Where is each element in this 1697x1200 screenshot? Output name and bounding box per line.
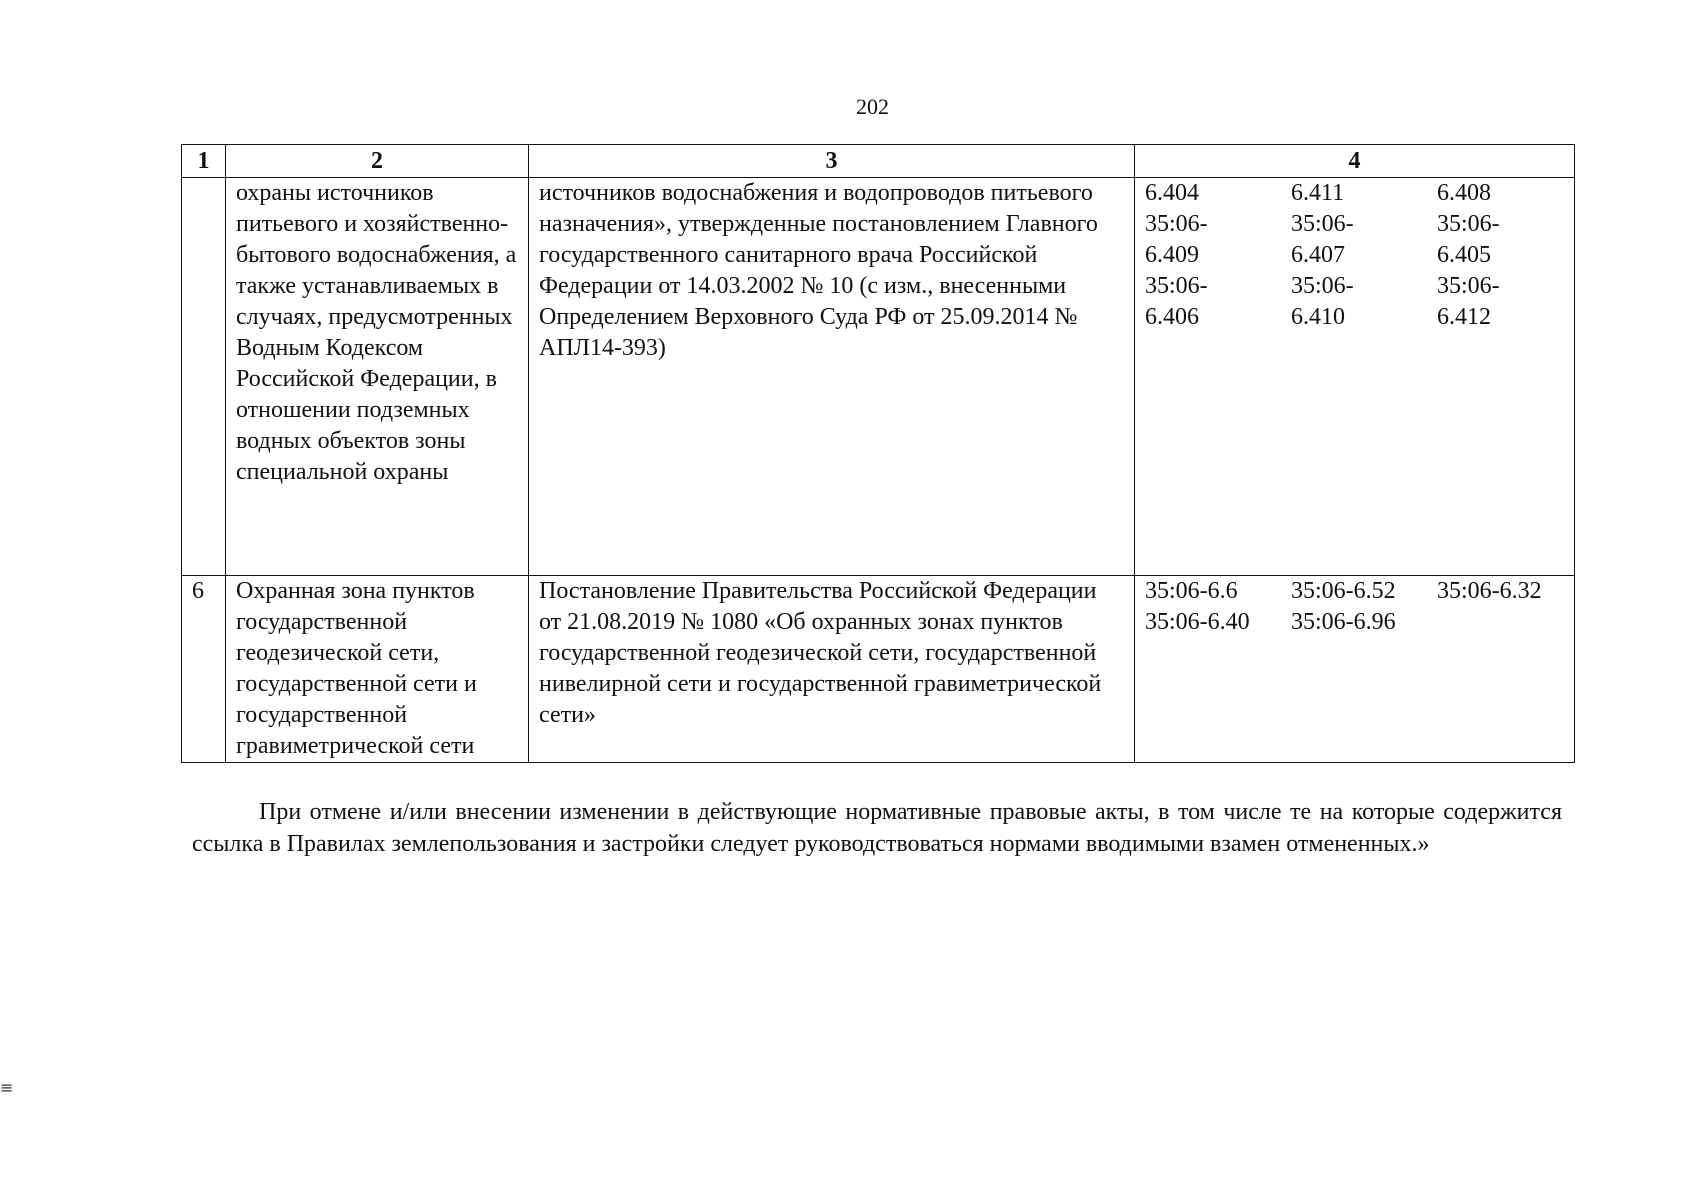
table-row	[182, 576, 1575, 763]
header-col-2: 2	[226, 145, 529, 178]
page-number: 202	[856, 94, 889, 119]
cadastral-col: 35:06-6.32	[1437, 578, 1542, 604]
legal-basis: Постановление Правительства Российской Федерации от 21.08.2019 № 1080 «Об охранных зонах пунктов государственной геодезической сети, государственной нивелирной сети и государственной гравиметрической сети»	[529, 576, 1135, 763]
row-number	[182, 178, 226, 576]
cadastral-numbers	[1135, 178, 1575, 576]
margin-mark: ≡	[0, 1078, 14, 1097]
cadastral-col: 6.411 35:06- 6.407 35:06- 6.410	[1291, 180, 1354, 330]
closing-paragraph: При отмене и/или внесении изменении в действующие нормативные правовые акты, в том числе те на которые содержится ссылка в Правилах землепользования и застройки следует руководствоваться нормами вводимыми взамен отмененных.»	[192, 799, 1562, 857]
legal-basis: источников водоснабжения и водопроводов питьевого назначения», утвержденные постановлением Главного государственного санитарного врача Российской Федерации от 14.03.2002 № 10 (с изм., внесенными Определением Верховного Суда РФ от 25.09.2014 № АПЛ14-393)	[529, 178, 1135, 576]
table-row	[182, 178, 1575, 576]
zone-name: охраны источников питьевого и хозяйственно-бытового водоснабжения, а также устанавливаемых в случаях, предусмотренных Водным Кодексом Российской Федерации, в отношении подземных водных объектов зоны специальной охраны	[226, 178, 529, 576]
header-col-3: 3	[529, 145, 1135, 178]
zones-table	[181, 144, 1575, 763]
cadastral-col: 6.404 35:06- 6.409 35:06- 6.406	[1145, 180, 1208, 330]
header-col-4: 4	[1135, 145, 1575, 178]
table-header-row	[182, 145, 1575, 178]
zone-name: Охранная зона пунктов государственной геодезической сети, государственной сети и государственной гравиметрической сети	[226, 576, 529, 763]
cadastral-col: 35:06-6.6 35:06-6.40	[1145, 578, 1250, 635]
header-col-1: 1	[182, 145, 226, 178]
cadastral-col: 35:06-6.52 35:06-6.96	[1291, 578, 1396, 635]
cadastral-numbers	[1135, 576, 1575, 763]
cadastral-col: 6.408 35:06- 6.405 35:06- 6.412	[1437, 180, 1500, 330]
row-number: 6	[182, 576, 226, 763]
